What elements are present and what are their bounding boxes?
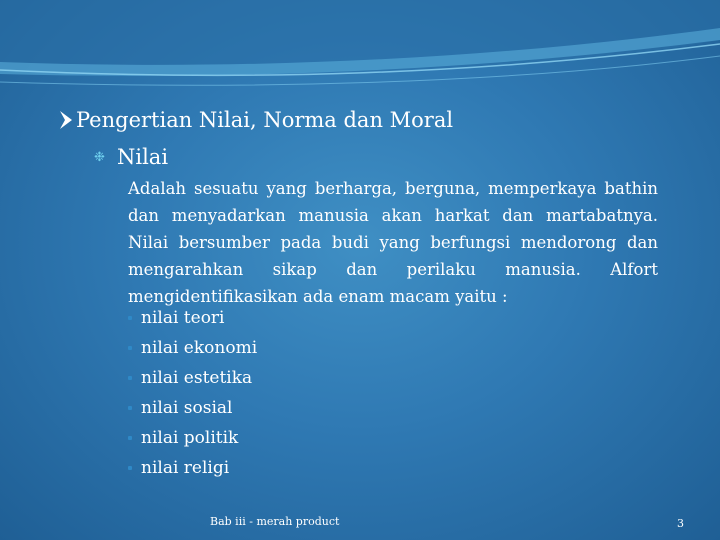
value-types-list (128, 303, 257, 483)
list-item (128, 363, 257, 393)
list-item-label: nilai teori (141, 308, 225, 328)
square-bullet-icon (128, 346, 132, 350)
list-item-label: nilai estetika (141, 368, 253, 388)
list-item (128, 303, 257, 333)
list-item (128, 333, 257, 363)
list-item (128, 453, 257, 483)
page-number: 3 (677, 517, 684, 530)
arrow-right-icon (58, 109, 74, 131)
header-wave-decoration (0, 0, 720, 90)
list-item-label: nilai ekonomi (141, 338, 258, 358)
square-bullet-icon (128, 466, 132, 470)
list-item-label: nilai sosial (141, 398, 233, 418)
slide-heading-text: Pengertian Nilai, Norma dan Moral (76, 108, 454, 132)
slide-footer: Bab iii - merah product (210, 515, 340, 528)
definition-paragraph: Adalah sesuatu yang berharga, berguna, memperkaya bathin dan menyadarkan manusia akan harkat dan martabatnya. Nilai bersumber pada budi yang berfungsi mendorong dan mengarahkan sikap dan perilaku manusia. Alfort mengidentifikasikan ada enam macam yaitu : (128, 179, 658, 306)
slide-heading (58, 105, 453, 135)
star-bullet-icon: ❉ (94, 149, 105, 165)
list-item-label: nilai politik (141, 428, 239, 448)
list-item-label: nilai religi (141, 458, 230, 478)
slide-subheading (94, 142, 168, 172)
slide-subheading-text: Nilai (117, 145, 169, 169)
list-item (128, 393, 257, 423)
square-bullet-icon (128, 436, 132, 440)
square-bullet-icon (128, 376, 132, 380)
square-bullet-icon (128, 316, 132, 320)
square-bullet-icon (128, 406, 132, 410)
list-item (128, 423, 257, 453)
